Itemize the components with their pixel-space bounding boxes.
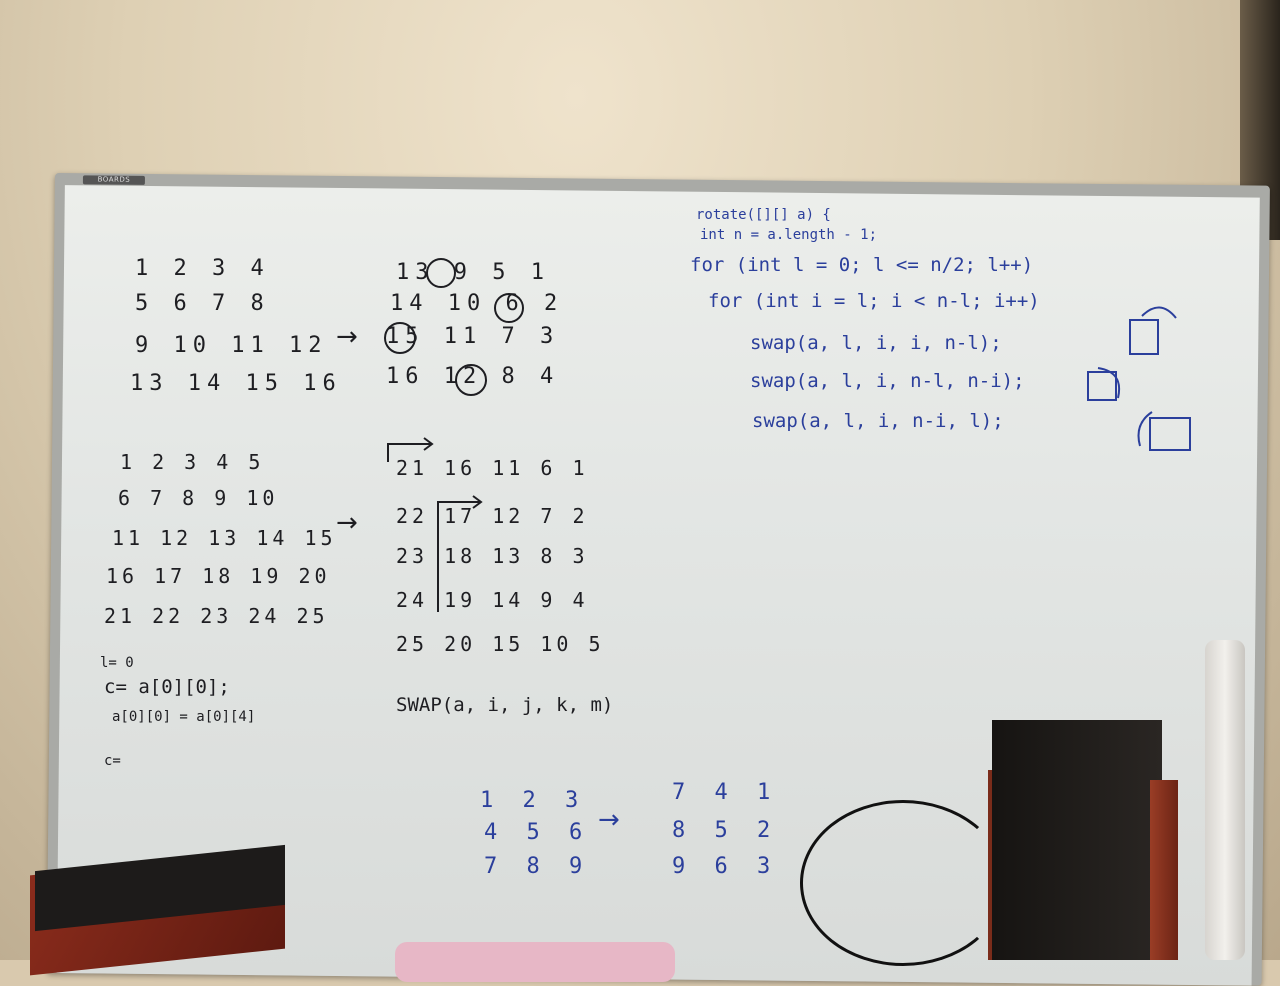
- code-line-3: for (int l = 0; l <= n/2; l++): [690, 254, 1034, 276]
- grid5-rotated-row-5: 25 20 15 10 5: [396, 632, 605, 656]
- grid5-rotated-row-2: 22 17 12 7 2: [396, 504, 589, 528]
- circle-mark: [494, 293, 524, 323]
- arrow-grid3: →: [598, 805, 620, 835]
- grid4-row-2: 5 6 7 8: [135, 291, 270, 316]
- circle-mark: [426, 258, 456, 288]
- grid4-rotated-row-2: 14 10 6 2: [390, 291, 564, 316]
- note-line-3: a[0][0] = a[0][4]: [112, 709, 256, 725]
- code-line-5: swap(a, l, i, i, n-l);: [750, 332, 1002, 354]
- grid5-rotated-row-4: 24 19 14 9 4: [396, 588, 589, 612]
- grid3-row-3: 7 8 9: [484, 854, 591, 879]
- grid4-row-1: 1 2 3 4: [135, 256, 270, 281]
- grid4-row-4: 13 14 15 16: [130, 371, 342, 396]
- grid4-rotated-row-1: 13 9 5 1: [396, 260, 550, 285]
- speaker-right-side: [1150, 780, 1178, 960]
- arrow-grid5: →: [336, 508, 358, 538]
- grid5-row-4: 16 17 18 19 20: [106, 564, 331, 588]
- circle-mark: [384, 322, 416, 354]
- grid3-row-2: 4 5 6: [484, 820, 591, 845]
- black-cable: [800, 800, 1006, 966]
- grid5-row-1: 1 2 3 4 5: [120, 450, 265, 474]
- code-line-2: int n = a.length - 1;: [700, 227, 878, 243]
- pink-object: [395, 942, 675, 982]
- brand-plate: BOARDS: [83, 175, 145, 185]
- arrow-grid4: →: [336, 322, 358, 352]
- swap-signature: SWAP(a, i, j, k, m): [396, 694, 614, 716]
- grid5-rotated-row-1: 21 16 11 6 1: [396, 456, 589, 480]
- rotation-path-lines: [380, 432, 520, 632]
- speaker-right: [992, 720, 1162, 960]
- grid5-row-2: 6 7 8 9 10: [118, 486, 279, 510]
- grid3-row-1: 1 2 3: [480, 788, 587, 813]
- circle-mark: [455, 364, 487, 396]
- grid3-rotated-row-2: 8 5 2: [672, 818, 779, 843]
- grid3-rotated-row-1: 7 4 1: [672, 780, 779, 805]
- grid5-row-5: 21 22 23 24 25: [104, 604, 329, 628]
- rotate-sketch-icons: [1080, 300, 1210, 460]
- grid4-rotated-row-3: 15 11 7 3: [386, 324, 560, 349]
- grid5-rotated-row-3: 23 18 13 8 3: [396, 544, 589, 568]
- code-line-7: swap(a, l, i, n-i, l);: [752, 410, 1004, 432]
- code-line-6: swap(a, l, i, n-l, n-i);: [750, 370, 1025, 392]
- code-line-1: rotate([][] a) {: [696, 207, 831, 223]
- code-line-4: for (int i = l; i < n-l; i++): [708, 290, 1040, 312]
- grid5-row-3: 11 12 13 14 15: [112, 526, 337, 550]
- note-line-4: c=: [104, 753, 121, 769]
- grid4-row-3: 9 10 11 12: [135, 333, 328, 358]
- note-line-1: l= 0: [100, 655, 134, 671]
- grid3-rotated-row-3: 9 6 3: [672, 854, 779, 879]
- desk-lamp: [1205, 640, 1245, 960]
- grid4-rotated-row-4: 16 12 8 4: [386, 364, 560, 389]
- note-line-2: c= a[0][0];: [104, 676, 230, 698]
